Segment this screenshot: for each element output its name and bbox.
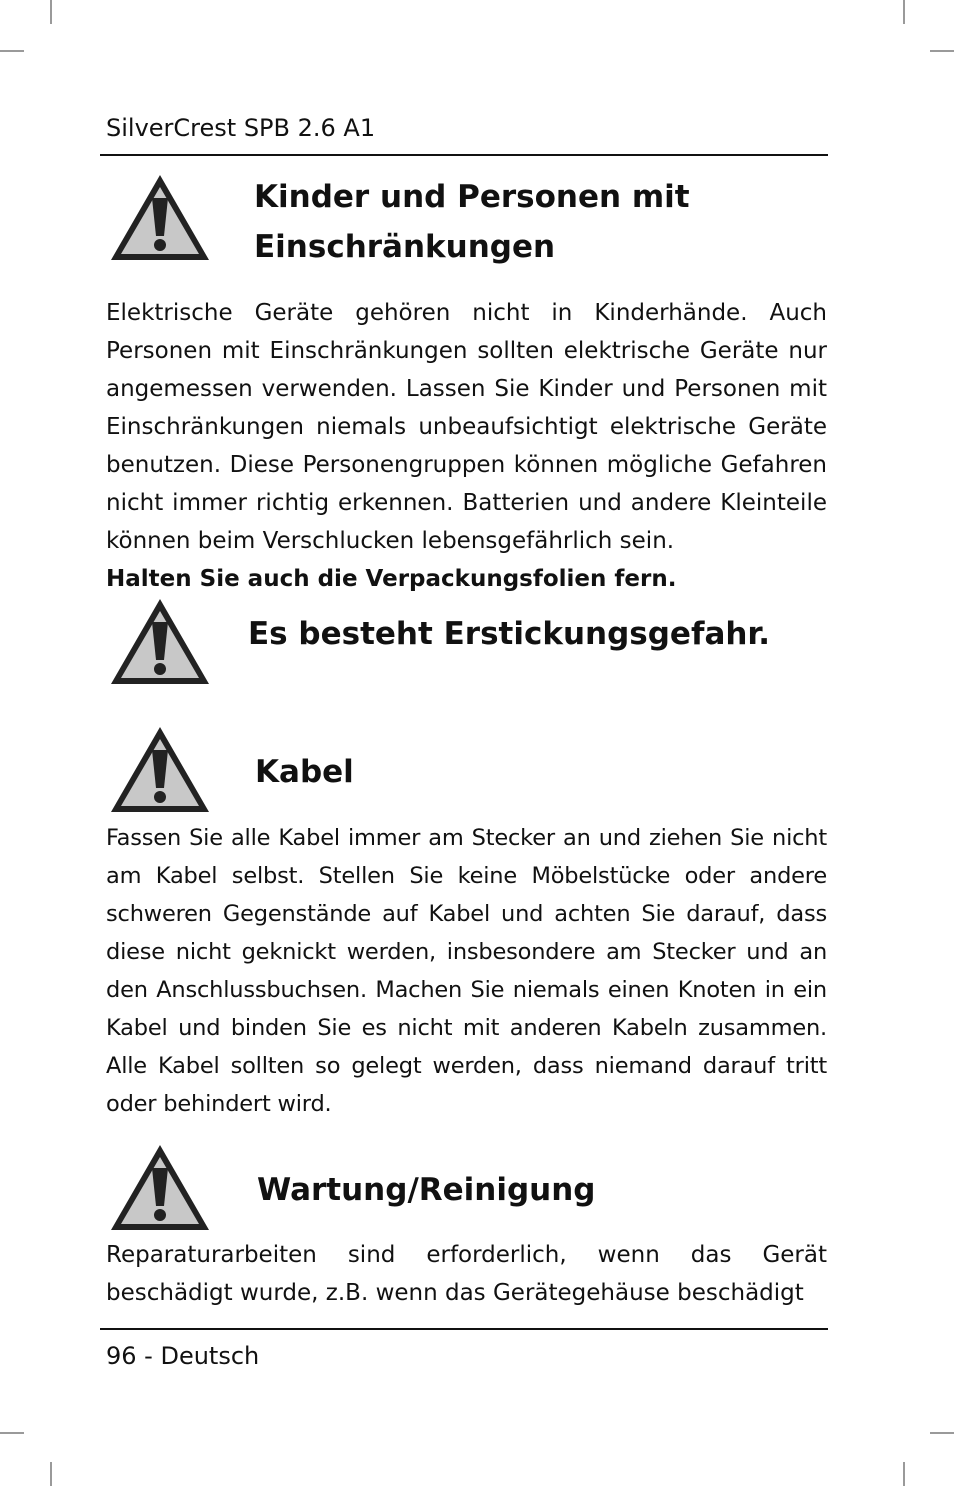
warning-triangle-icon <box>108 1142 212 1234</box>
heading-line: Kinder und Personen mit <box>254 179 690 215</box>
bold-note: Halten Sie auch die Verpackungsfolien fern. <box>106 566 677 592</box>
crop-mark <box>0 1432 24 1434</box>
footer-rule <box>100 1328 828 1330</box>
paragraph-maintenance: Reparaturarbeiten sind erforderlich, wenn das Gerät beschädigt wurde, z.B. wenn das Gerätegehäuse beschädigt <box>106 1242 827 1306</box>
section-heading-children <box>254 172 690 272</box>
section-heading-suffocation: Es besteht Erstickungsgefahr. <box>248 616 771 652</box>
crop-mark <box>930 1432 954 1434</box>
crop-mark <box>0 50 24 52</box>
crop-mark <box>50 1462 52 1486</box>
crop-mark <box>903 0 905 24</box>
heading-line: Einschränkungen <box>254 229 556 265</box>
paragraph-cable: Fassen Sie alle Kabel immer am Stecker an und ziehen Sie nicht am Kabel selbst. Stellen Sie keine Möbelstücke oder andere schweren Gegenstände auf Kabel und achten Sie darauf, dass diese nicht geknickt werden, insbesondere am Stecker und an den Anschlussbuchsen. Machen Sie niemals einen Knoten in ein Kabel und binden Sie es nicht mit anderen Kabeln zusammen. Alle Kabel sollten so gelegt werden, dass niemand darauf tritt oder behindert wird. <box>106 825 827 1117</box>
header-rule <box>100 154 828 156</box>
warning-triangle-icon <box>108 596 212 688</box>
section-heading-maintenance: Wartung/Reinigung <box>257 1172 596 1208</box>
section-heading-cable: Kabel <box>255 754 354 790</box>
warning-triangle-icon <box>108 172 212 264</box>
crop-mark <box>50 0 52 24</box>
paragraph-children: Elektrische Geräte gehören nicht in Kinderhände. Auch Personen mit Einschränkungen sollten elektrische Geräte nur angemessen verwenden. Lassen Sie Kinder und Personen mit Einschränkungen niemals unbeaufsichtigt elektrische Geräte benutzen. Diese Personengruppen können mögliche Gefahren nicht immer richtig erkennen. Batterien und andere Kleinteile können beim Verschlucken lebensgefährlich sein. <box>106 300 827 554</box>
page-number: 96 - Deutsch <box>106 1342 260 1370</box>
header-title: SilverCrest SPB 2.6 A1 <box>106 114 376 142</box>
crop-mark <box>903 1462 905 1486</box>
crop-mark <box>930 50 954 52</box>
warning-triangle-icon <box>108 724 212 816</box>
